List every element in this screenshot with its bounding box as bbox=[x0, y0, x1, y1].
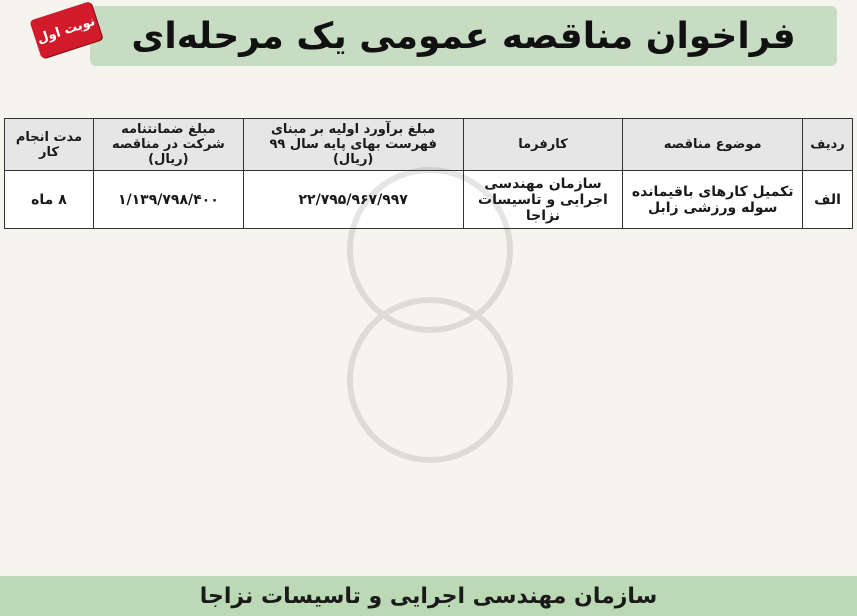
table-row bbox=[5, 171, 853, 229]
cell-duration: ۸ ماه bbox=[5, 171, 94, 229]
title-banner bbox=[90, 6, 837, 66]
col-estimate: مبلغ برآورد اولیه بر مبنای فهرست بهای پایه سال ۹۹ (ریال) bbox=[243, 119, 463, 171]
first-notice-badge: نوبت اول bbox=[29, 1, 102, 59]
col-guarantee: مبلغ ضمانتنامه شرکت در مناقصه (ریال) bbox=[93, 119, 243, 171]
notice-title: فراخوان مناقصه عمومی یک مرحله‌ای bbox=[131, 15, 796, 57]
col-employer: کارفرما bbox=[463, 119, 623, 171]
conditions-body bbox=[4, 232, 853, 572]
cell-subject: تکمیل کارهای باقیمانده سوله ورزشی زابل bbox=[623, 171, 803, 229]
col-row: ردیف bbox=[803, 119, 853, 171]
footer-organization: سازمان مهندسی اجرایی و تاسیسات نزاجا bbox=[199, 583, 658, 609]
col-duration: مدت انجام کار bbox=[5, 119, 94, 171]
footer-banner bbox=[0, 576, 857, 616]
cell-guarantee: ۱/۱۳۹/۷۹۸/۴۰۰ bbox=[93, 171, 243, 229]
intro-paragraph bbox=[4, 70, 853, 116]
cell-estimate: ۲۲/۷۹۵/۹۶۷/۹۹۷ bbox=[243, 171, 463, 229]
table-header-row bbox=[5, 119, 853, 171]
col-subject: موضوع مناقصه bbox=[623, 119, 803, 171]
cell-employer: سازمان مهندسی اجرایی و تاسیسات نزاجا bbox=[463, 171, 623, 229]
cell-row: الف bbox=[803, 171, 853, 229]
tender-table bbox=[4, 118, 853, 229]
